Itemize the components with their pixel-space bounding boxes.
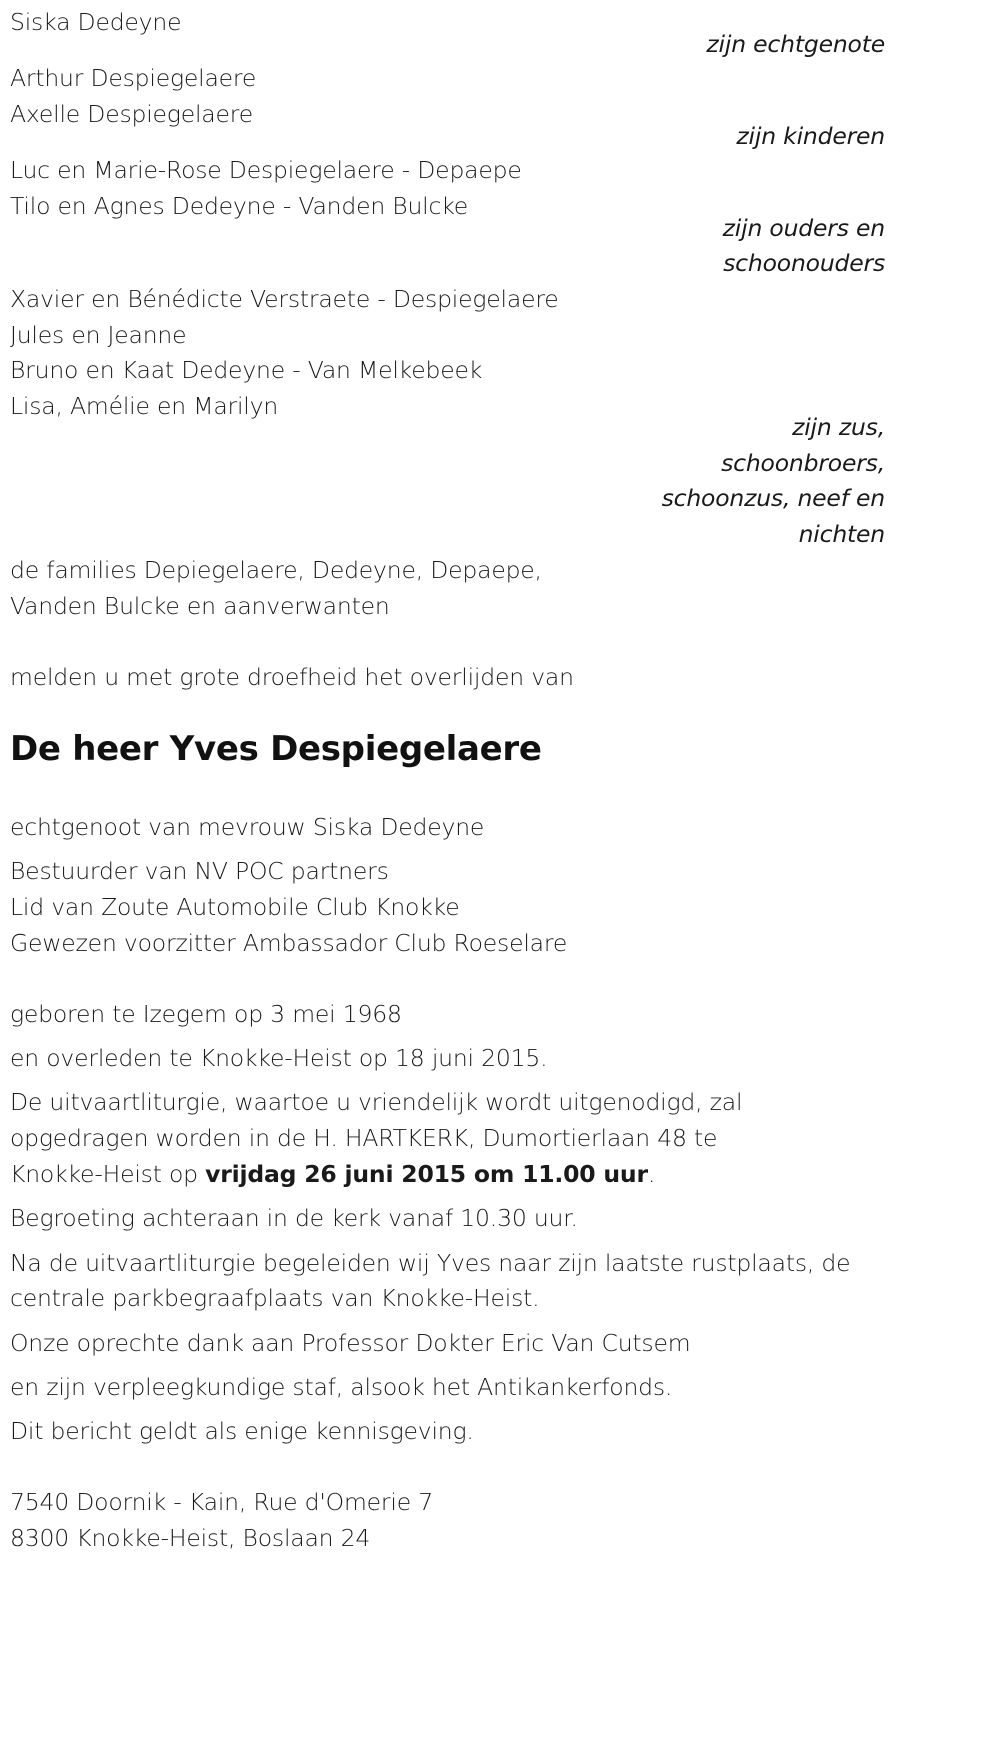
- funeral-line: opgedragen worden in de H. HARTKERK, Dumortierlaan 48 te: [10, 1124, 718, 1152]
- announcement: melden u met grote droefheid het overlijden van: [10, 663, 574, 691]
- birth-line: geboren te Izegem op 3 mei 1968: [10, 1000, 402, 1028]
- family-name: Jules en Jeanne: [10, 321, 187, 349]
- funeral-period: .: [647, 1160, 656, 1188]
- role-line: Bestuurder van NV POC partners: [10, 857, 389, 885]
- relation-label: zijn echtgenote: [706, 30, 885, 58]
- funeral-line: De uitvaartliturgie, waartoe u vriendelijk wordt uitgenodigd, zal: [10, 1088, 743, 1116]
- thanks-line: en zijn verpleegkundige staf, alsook het Antikankerfonds.: [10, 1373, 673, 1401]
- relation-label: nichten: [798, 520, 885, 548]
- family-name: Luc en Marie-Rose Despiegelaere - Depaepe: [10, 156, 522, 184]
- relation-label: zijn ouders en: [722, 214, 885, 242]
- spouse-line: echtgenoot van mevrouw Siska Dedeyne: [10, 813, 485, 841]
- relation-label: zijn kinderen: [736, 122, 885, 150]
- greeting-line: Begroeting achteraan in de kerk vanaf 10.30 uur.: [10, 1204, 578, 1232]
- funeral-place: Knokke-Heist op: [10, 1160, 206, 1188]
- funeral-datetime: vrijdag 26 juni 2015 om 11.00 uur: [205, 1160, 648, 1188]
- address-line: 7540 Doornik - Kain, Rue d'Omerie 7: [10, 1488, 433, 1516]
- families-line: de families Depiegelaere, Dedeyne, Depaepe,: [10, 556, 542, 584]
- family-name: Lisa, Amélie en Marilyn: [10, 392, 279, 420]
- relation-label: schoonouders: [723, 249, 885, 277]
- notice-line: Dit bericht geldt als enige kennisgeving.: [10, 1417, 474, 1445]
- family-name: Bruno en Kaat Dedeyne - Van Melkebeek: [10, 356, 483, 384]
- relation-label: zijn zus,: [792, 413, 885, 441]
- role-line: Lid van Zoute Automobile Club Knokke: [10, 893, 460, 921]
- family-name: Xavier en Bénédicte Verstraete - Despiegelaere: [10, 285, 559, 313]
- address-line: 8300 Knokke-Heist, Boslaan 24: [10, 1524, 371, 1552]
- death-line: en overleden te Knokke-Heist op 18 juni 2015.: [10, 1044, 548, 1072]
- relation-label: schoonbroers,: [721, 449, 885, 477]
- family-name: Arthur Despiegelaere: [10, 64, 257, 92]
- role-line: Gewezen voorzitter Ambassador Club Roeselare: [10, 929, 568, 957]
- burial-line: centrale parkbegraafplaats van Knokke-Heist.: [10, 1284, 540, 1312]
- relation-label: schoonzus, neef en: [661, 484, 885, 512]
- burial-line: Na de uitvaartliturgie begeleiden wij Yves naar zijn laatste rustplaats, de: [10, 1249, 851, 1277]
- families-line: Vanden Bulcke en aanverwanten: [10, 592, 390, 620]
- deceased-name: De heer Yves Despiegelaere: [10, 729, 542, 769]
- family-name: Axelle Despiegelaere: [10, 100, 253, 128]
- thanks-line: Onze oprechte dank aan Professor Dokter Eric Van Cutsem: [10, 1329, 691, 1357]
- family-name: Tilo en Agnes Dedeyne - Vanden Bulcke: [10, 192, 469, 220]
- funeral-line: [10, 1159, 655, 1189]
- family-name: Siska Dedeyne: [10, 8, 182, 36]
